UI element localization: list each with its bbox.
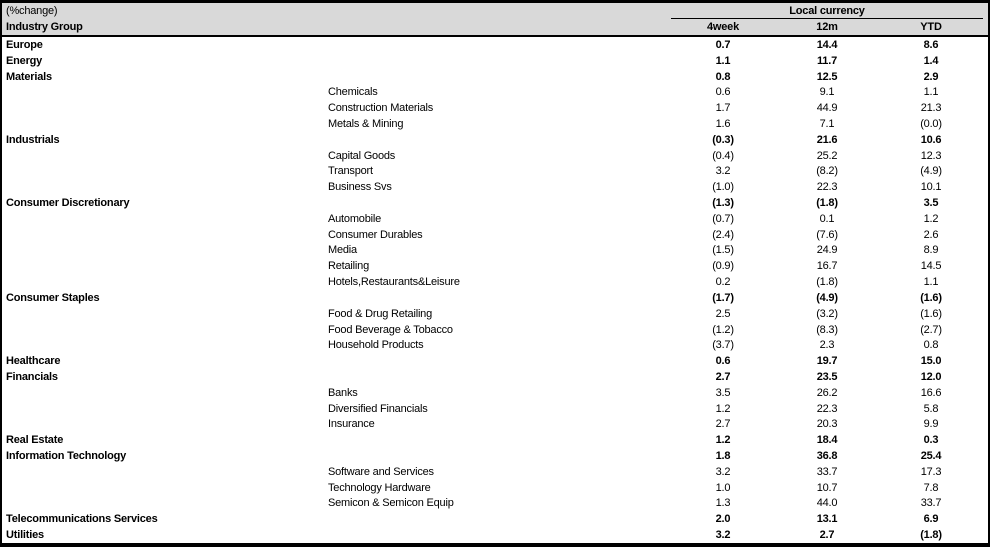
value-4week: 0.2 <box>715 276 731 289</box>
table-row <box>2 417 988 433</box>
value-4week: 2.7 <box>715 418 731 431</box>
value-ytd: 16.6 <box>920 386 942 399</box>
industry-label: Europe <box>6 38 43 51</box>
industry-label: Construction Materials <box>328 102 434 115</box>
industry-label: Consumer Staples <box>6 291 100 304</box>
industry-label: Automobile <box>328 212 382 225</box>
value-ytd: 12.3 <box>920 149 942 162</box>
value-4week: 0.6 <box>715 355 731 368</box>
industry-label: Telecommunications Services <box>6 513 158 526</box>
industry-label: Technology Hardware <box>328 481 431 494</box>
table-row <box>2 511 988 527</box>
value-12m: (8.2) <box>816 165 838 178</box>
value-12m: (8.3) <box>816 323 838 336</box>
table-row <box>2 258 988 274</box>
industry-label: Consumer Discretionary <box>6 197 130 210</box>
industry-label: Food & Drug Retailing <box>328 307 433 320</box>
industry-label: Business Svs <box>328 181 392 194</box>
table-row <box>2 290 988 306</box>
table-row <box>2 69 988 85</box>
table-header <box>2 3 988 37</box>
value-12m: 24.9 <box>816 244 838 257</box>
table-row <box>2 164 988 180</box>
value-ytd: (1.8) <box>920 529 942 542</box>
value-ytd: 12.0 <box>920 370 942 383</box>
value-ytd: 33.7 <box>920 497 942 510</box>
industry-label: Insurance <box>328 418 375 431</box>
value-4week: (0.3) <box>712 133 734 146</box>
value-4week: 2.7 <box>715 370 731 383</box>
value-4week: (0.9) <box>712 260 734 273</box>
value-ytd: 8.9 <box>923 244 939 257</box>
value-ytd: 2.6 <box>923 228 939 241</box>
value-12m: 19.7 <box>816 355 838 368</box>
table-row <box>2 385 988 401</box>
table-row <box>2 353 988 369</box>
table-row <box>2 100 988 116</box>
change-unit-note: (%change) <box>6 5 58 17</box>
industry-label: Industrials <box>6 133 60 146</box>
industry-label: Energy <box>6 54 43 67</box>
value-12m: (1.8) <box>816 197 838 210</box>
industry-label: Food Beverage & Tobacco <box>328 323 453 336</box>
value-ytd: (2.7) <box>920 323 942 336</box>
industry-label: Semicon & Semicon Equip <box>328 497 454 510</box>
industry-label: Capital Goods <box>328 149 396 162</box>
value-4week: 2.0 <box>715 513 731 526</box>
value-ytd: 2.9 <box>923 70 939 83</box>
value-ytd: 1.4 <box>923 54 939 67</box>
table-row <box>2 84 988 100</box>
industry-label: Household Products <box>328 339 424 352</box>
value-12m: 44.0 <box>816 497 838 510</box>
value-4week: (1.3) <box>712 197 734 210</box>
industry-label: Materials <box>6 70 52 83</box>
value-4week: (0.4) <box>712 149 734 162</box>
value-4week: 1.7 <box>715 102 731 115</box>
industry-label: Diversified Financials <box>328 402 428 415</box>
table-body <box>2 37 988 543</box>
table-row <box>2 432 988 448</box>
value-12m: 21.6 <box>816 133 838 146</box>
value-12m: (7.6) <box>816 228 838 241</box>
table-row <box>2 322 988 338</box>
table-row <box>2 116 988 132</box>
value-4week: (1.2) <box>712 323 734 336</box>
value-12m: (4.9) <box>816 291 838 304</box>
industry-label: Financials <box>6 370 58 383</box>
table-row <box>2 480 988 496</box>
value-12m: 33.7 <box>816 465 838 478</box>
table-row <box>2 274 988 290</box>
header-row-columns <box>2 19 988 35</box>
value-12m: 26.2 <box>816 386 838 399</box>
industry-label: Software and Services <box>328 465 434 478</box>
value-12m: 22.3 <box>816 181 838 194</box>
value-4week: (0.7) <box>712 212 734 225</box>
value-12m: (1.8) <box>816 276 838 289</box>
value-4week: (1.5) <box>712 244 734 257</box>
industry-group-column-header: Industry Group <box>6 21 83 33</box>
value-ytd: 1.1 <box>923 276 939 289</box>
value-ytd: 9.9 <box>923 418 939 431</box>
table-row <box>2 211 988 227</box>
value-ytd: (1.6) <box>920 307 942 320</box>
industry-label: Hotels,Restaurants&Leisure <box>328 276 460 289</box>
value-ytd: 10.6 <box>920 133 942 146</box>
industry-label: Real Estate <box>6 434 64 447</box>
column-header-12m: 12m <box>816 21 838 33</box>
value-ytd: (1.6) <box>920 291 942 304</box>
header-row-currency <box>2 3 988 19</box>
value-4week: 3.2 <box>715 529 731 542</box>
value-4week: 3.5 <box>715 386 731 399</box>
table-row <box>2 464 988 480</box>
value-ytd: 1.1 <box>923 86 939 99</box>
value-ytd: 0.8 <box>923 339 939 352</box>
industry-label: Chemicals <box>328 86 378 99</box>
table-row <box>2 195 988 211</box>
value-12m: 44.9 <box>816 102 838 115</box>
value-ytd: 7.8 <box>923 481 939 494</box>
value-12m: 14.4 <box>816 38 838 51</box>
value-4week: 3.2 <box>715 465 731 478</box>
value-ytd: 17.3 <box>920 465 942 478</box>
value-12m: 23.5 <box>816 370 838 383</box>
value-4week: (3.7) <box>712 339 734 352</box>
value-4week: 2.5 <box>715 307 731 320</box>
value-ytd: 8.6 <box>923 38 939 51</box>
value-12m: 2.7 <box>819 529 835 542</box>
value-ytd: 10.1 <box>920 181 942 194</box>
local-currency-group-header: Local currency <box>671 3 983 19</box>
table-row <box>2 527 988 543</box>
value-ytd: 15.0 <box>920 355 942 368</box>
column-header-4week: 4week <box>706 21 740 33</box>
value-4week: 1.8 <box>715 450 731 463</box>
table-row <box>2 132 988 148</box>
table-row <box>2 306 988 322</box>
industry-label: Metals & Mining <box>328 117 404 130</box>
value-12m: 9.1 <box>819 86 835 99</box>
table-row <box>2 369 988 385</box>
value-ytd: (4.9) <box>920 165 942 178</box>
value-4week: 1.3 <box>715 497 731 510</box>
value-12m: 22.3 <box>816 402 838 415</box>
table-row <box>2 243 988 259</box>
value-ytd: (0.0) <box>920 117 942 130</box>
industry-label: Banks <box>328 386 358 399</box>
value-4week: 0.7 <box>715 38 731 51</box>
table-row <box>2 179 988 195</box>
industry-label: Transport <box>328 165 373 178</box>
value-12m: 2.3 <box>819 339 835 352</box>
value-4week: 3.2 <box>715 165 731 178</box>
value-4week: 0.6 <box>715 86 731 99</box>
table-row <box>2 53 988 69</box>
value-12m: 7.1 <box>819 117 835 130</box>
value-12m: 12.5 <box>816 70 838 83</box>
value-4week: (1.7) <box>712 291 734 304</box>
value-ytd: 21.3 <box>920 102 942 115</box>
table-row <box>2 496 988 512</box>
value-ytd: 3.5 <box>923 197 939 210</box>
value-12m: 16.7 <box>816 260 838 273</box>
industry-label: Consumer Durables <box>328 228 423 241</box>
value-4week: 1.2 <box>715 402 731 415</box>
value-4week: (1.0) <box>712 181 734 194</box>
value-ytd: 14.5 <box>920 260 942 273</box>
value-ytd: 6.9 <box>923 513 939 526</box>
value-4week: 0.8 <box>715 70 731 83</box>
industry-label: Information Technology <box>6 450 127 463</box>
table-row <box>2 148 988 164</box>
value-12m: 11.7 <box>816 54 837 67</box>
value-4week: 1.2 <box>715 434 731 447</box>
value-ytd: 0.3 <box>923 434 939 447</box>
table-row <box>2 448 988 464</box>
industry-label: Utilities <box>6 529 44 542</box>
value-12m: 20.3 <box>816 418 838 431</box>
industry-label: Retailing <box>328 260 370 273</box>
industry-label: Healthcare <box>6 355 61 368</box>
value-ytd: 5.8 <box>923 402 939 415</box>
value-ytd: 25.4 <box>920 450 942 463</box>
column-header-ytd: YTD <box>920 21 942 33</box>
table-row <box>2 337 988 353</box>
value-12m: 18.4 <box>816 434 838 447</box>
value-12m: 36.8 <box>816 450 838 463</box>
table-row <box>2 401 988 417</box>
industry-label: Media <box>328 244 357 257</box>
table-row <box>2 227 988 243</box>
value-4week: 1.6 <box>715 117 731 130</box>
value-12m: 13.1 <box>816 513 838 526</box>
value-12m: 10.7 <box>816 481 838 494</box>
value-4week: (2.4) <box>712 228 734 241</box>
table-row <box>2 37 988 53</box>
value-4week: 1.1 <box>715 54 731 67</box>
value-4week: 1.0 <box>715 481 731 494</box>
value-12m: 25.2 <box>816 149 838 162</box>
value-12m: 0.1 <box>819 212 835 225</box>
value-12m: (3.2) <box>816 307 838 320</box>
value-ytd: 1.2 <box>923 212 939 225</box>
